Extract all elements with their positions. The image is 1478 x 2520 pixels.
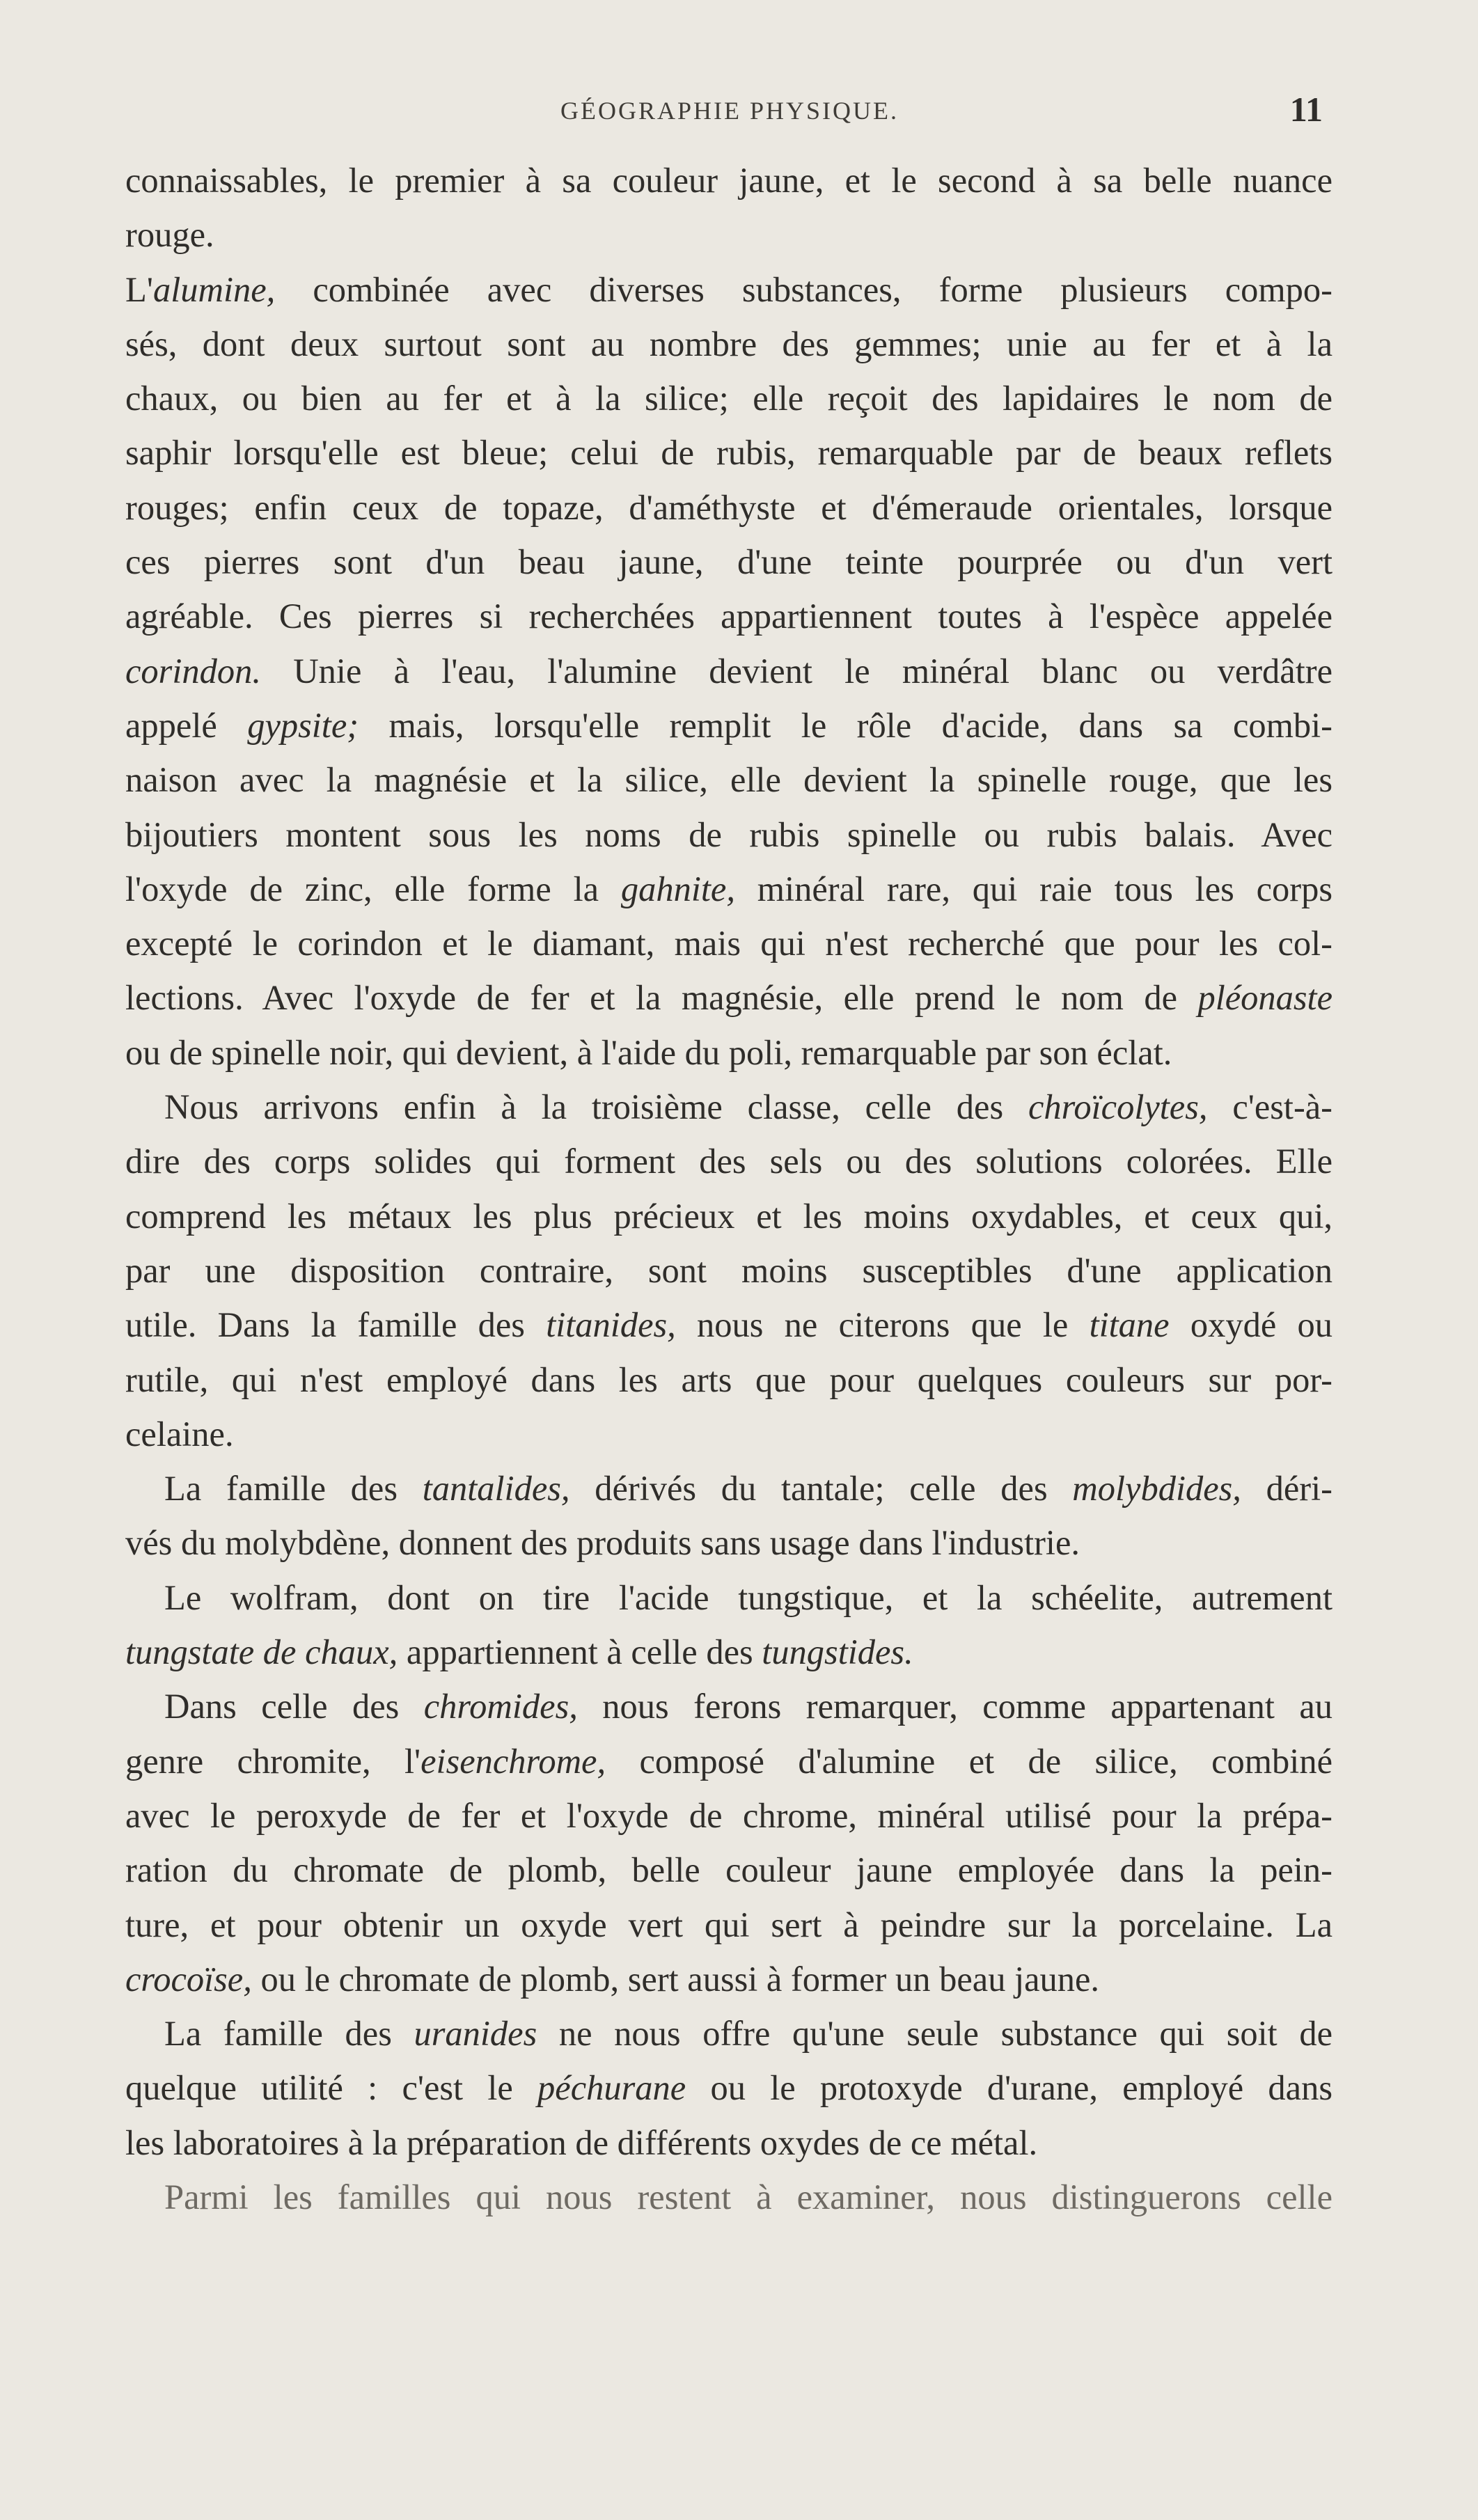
text-segment: excepté le corindon et le diamant, mais qui n'est recherché que pour les col- xyxy=(125,924,1332,963)
italic-term: crocoïse, xyxy=(125,1959,252,1999)
text-line xyxy=(125,2061,1332,2115)
text-segment: La famille des xyxy=(164,2014,414,2054)
text-line xyxy=(125,1407,1332,1461)
text-line xyxy=(125,153,1332,207)
text-segment: connaissables, le premier à sa couleur jaune, et le second à sa belle nuance xyxy=(125,161,1332,200)
text-segment: sés, dont deux surtout sont au nombre des gemmes; unie au fer et à la xyxy=(125,324,1332,363)
text-segment: Le wolfram, dont on tire l'acide tungstique, et la schéelite, autrement xyxy=(164,1577,1332,1617)
text-line xyxy=(125,371,1332,425)
text-line xyxy=(125,1243,1332,1298)
text-segment: naison avec la magnésie et la silice, elle devient la spinelle rouge, que les xyxy=(125,760,1332,800)
text-segment: utile. Dans la famille des xyxy=(125,1305,547,1345)
text-segment: ou le protoxyde d'urane, employé dans xyxy=(686,2068,1332,2108)
text-segment: dire des corps solides qui forment des sels ou des solutions colorées. Elle xyxy=(125,1142,1332,1181)
italic-term: titane xyxy=(1089,1305,1170,1345)
text-line xyxy=(125,970,1332,1025)
italic-term: gahnite, xyxy=(620,869,735,908)
text-segment: vés du molybdène, donnent des produits sans usage dans l'industrie. xyxy=(125,1523,1080,1563)
text-segment: Parmi les familles qui nous restent à examiner, nous distinguerons celle xyxy=(164,2177,1332,2216)
text-segment: nous ferons remarquer, comme appartenant au xyxy=(577,1687,1332,1726)
text-line xyxy=(125,589,1332,643)
text-segment: ture, et pour obtenir un oxyde vert qui sert à peindre sur la porcelaine. La xyxy=(125,1905,1332,1944)
text-line xyxy=(125,535,1332,589)
italic-term: alumine, xyxy=(152,269,276,309)
text-segment: appelé xyxy=(125,705,248,745)
text-segment: mais, lorsqu'elle remplit le rôle d'acide, dans sa combi- xyxy=(359,705,1332,745)
italic-term: uranides xyxy=(414,2014,537,2054)
text-line xyxy=(125,1134,1332,1188)
text-line xyxy=(125,1353,1332,1407)
text-segment: ces pierres sont d'un beau jaune, d'une teinte pourprée ou d'un vert xyxy=(125,542,1332,582)
italic-term: corindon. xyxy=(125,651,261,691)
text-line xyxy=(125,698,1332,753)
page-header xyxy=(129,89,1330,145)
text-line xyxy=(125,1625,1332,1679)
text-segment: agréable. Ces pierres si recherchées appartiennent toutes à l'espèce appelée xyxy=(125,597,1332,636)
text-segment: Nous arrivons enfin à la troisième classe, celle des xyxy=(164,1087,1028,1127)
text-segment: Unie à l'eau, l'alumine devient le minéral blanc ou verdâtre xyxy=(260,651,1332,691)
text-segment: rouge. xyxy=(125,215,214,255)
italic-term: eisenchrome, xyxy=(420,1741,606,1781)
text-segment: déri- xyxy=(1241,1469,1332,1509)
text-line xyxy=(125,317,1332,371)
text-segment: L' xyxy=(125,269,153,309)
text-segment: La famille des xyxy=(164,1469,423,1509)
text-segment: c'est-à- xyxy=(1207,1087,1332,1127)
italic-term: tungstate de chaux, xyxy=(125,1632,398,1672)
running-title: GÉOGRAPHIE PHYSIQUE. xyxy=(560,97,899,125)
text-segment: composé d'alumine et de silice, combiné xyxy=(606,1741,1332,1781)
text-line xyxy=(125,1679,1332,1733)
text-line xyxy=(125,1898,1332,1952)
italic-term: molybdides, xyxy=(1072,1469,1241,1509)
italic-term: tungstides. xyxy=(762,1632,913,1672)
text-line xyxy=(125,1843,1332,1897)
text-segment: rouges; enfin ceux de topaze, d'améthyste et d'émeraude orientales, lorsque xyxy=(125,487,1332,527)
text-line xyxy=(125,1570,1332,1625)
italic-term: pléonaste xyxy=(1197,978,1332,1018)
text-line xyxy=(125,1788,1332,1843)
text-segment: quelque utilité : c'est le xyxy=(125,2068,538,2108)
text-line xyxy=(125,207,1332,262)
text-segment: Dans celle des xyxy=(164,1687,424,1726)
text-segment: dérivés du tantale; celle des xyxy=(569,1469,1073,1509)
text-line xyxy=(125,425,1332,480)
body-text xyxy=(125,153,1332,2224)
text-line xyxy=(125,916,1332,970)
italic-term: péchurane xyxy=(537,2068,686,2108)
italic-term: gypsite; xyxy=(247,705,359,745)
italic-term: chromides, xyxy=(423,1687,578,1726)
text-line xyxy=(125,2170,1332,2224)
text-line xyxy=(125,808,1332,862)
text-segment: minéral rare, qui raie tous les corps xyxy=(734,869,1332,908)
text-segment: saphir lorsqu'elle est bleue; celui de rubis, remarquable par de beaux reflets xyxy=(125,433,1332,473)
text-segment: bijoutiers montent sous les noms de rubis spinelle ou rubis balais. Avec xyxy=(125,814,1332,854)
text-segment: l'oxyde de zinc, elle forme la xyxy=(125,869,621,908)
text-segment: genre chromite, l' xyxy=(125,1741,421,1781)
text-line xyxy=(125,1952,1332,2006)
text-line xyxy=(125,480,1332,535)
text-line xyxy=(125,862,1332,916)
text-line xyxy=(125,1734,1332,1788)
text-line xyxy=(125,1298,1332,1352)
text-line xyxy=(125,2006,1332,2061)
text-segment: par une disposition contraire, sont moins susceptibles d'une application xyxy=(125,1250,1332,1290)
text-segment: comprend les métaux les plus précieux et les moins oxydables, et ceux qui, xyxy=(125,1196,1332,1236)
text-segment: lections. Avec l'oxyde de fer et la magnésie, elle prend le nom de xyxy=(125,978,1198,1018)
italic-term: titanides, xyxy=(546,1305,676,1345)
text-line xyxy=(125,1515,1332,1570)
text-line xyxy=(125,1080,1332,1134)
text-segment: chaux, ou bien au fer et à la silice; elle reçoit des lapidaires le nom de xyxy=(125,379,1332,418)
text-line xyxy=(125,1461,1332,1515)
text-line xyxy=(125,1189,1332,1243)
text-segment: rutile, qui n'est employé dans les arts que pour quelques couleurs sur por- xyxy=(125,1360,1332,1399)
text-segment: ration du chromate de plomb, belle couleur jaune employée dans la pein- xyxy=(125,1850,1332,1890)
italic-term: chroïcolytes, xyxy=(1028,1087,1208,1127)
text-line xyxy=(125,2116,1332,2170)
text-segment: ne nous offre qu'une seule substance qui soit de xyxy=(537,2014,1332,2054)
text-line xyxy=(125,753,1332,807)
text-segment: celaine. xyxy=(125,1414,234,1454)
text-segment: nous ne citerons que le xyxy=(675,1305,1090,1345)
text-segment: ou de spinelle noir, qui devient, à l'aide du poli, remarquable par son éclat. xyxy=(125,1032,1172,1072)
text-segment: les laboratoires à la préparation de différents oxydes de ce métal. xyxy=(125,2123,1038,2162)
text-line xyxy=(125,644,1332,698)
page-number: 11 xyxy=(1289,90,1323,129)
text-segment: appartiennent à celle des xyxy=(398,1632,762,1672)
text-segment: combinée avec diverses substances, forme plusieurs compo- xyxy=(275,269,1332,309)
italic-term: tantalides, xyxy=(422,1469,570,1509)
text-segment: avec le peroxyde de fer et l'oxyde de chrome, minéral utilisé pour la prépa- xyxy=(125,1795,1332,1835)
text-line xyxy=(125,262,1332,317)
text-segment: ou le chromate de plomb, sert aussi à former un beau jaune. xyxy=(251,1959,1100,1999)
text-segment: oxydé ou xyxy=(1169,1305,1332,1345)
text-line xyxy=(125,1025,1332,1080)
